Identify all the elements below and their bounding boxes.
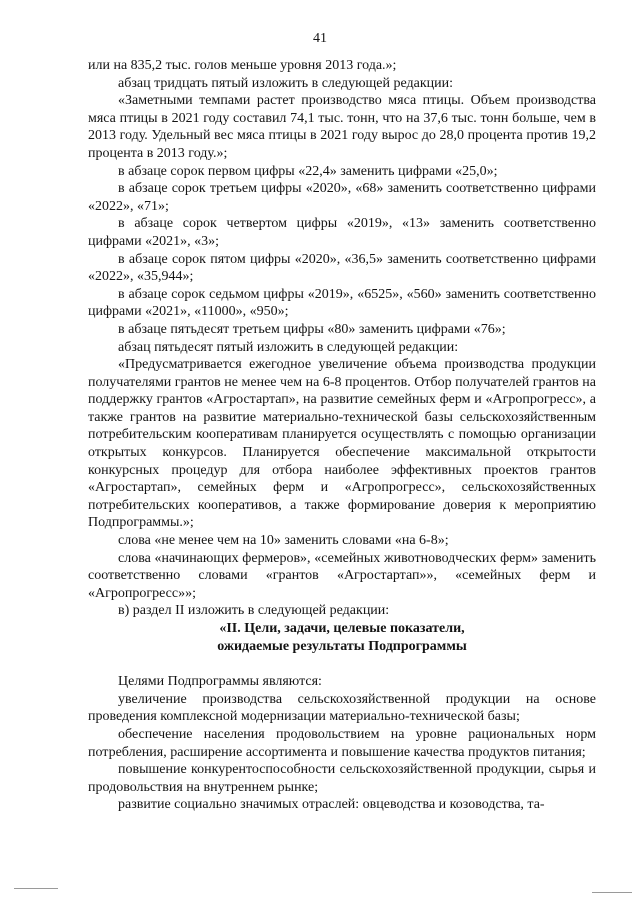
page-number: 41 [313, 31, 327, 46]
paragraph-amendment-55: абзац пятьдесят пятый изложить в следующей редакции: [118, 339, 459, 355]
goal-item: обеспечение населения продовольствием на уровне рациональных норм потребления, расширение ассортимента и повышение качества продуктов питания; [88, 726, 596, 760]
goal-item: развитие социально значимых отраслей: овцеводства и козоводства, та- [118, 797, 545, 813]
section-heading-line-1: «II. Цели, задачи, целевые показатели, [219, 621, 465, 636]
paragraph-amendment-43: в абзаце сорок третьем цифры «2020», «68» заменить соответственно цифрами «2022», «71»; [88, 181, 596, 214]
document-body [88, 57, 596, 814]
paragraph-amendment-35: абзац тридцать пятый изложить в следующей редакции: [118, 75, 454, 91]
section-heading-line-2: ожидаемые результаты Подпрограммы [217, 638, 467, 654]
paragraph-amendment-44: в абзаце сорок четвертом цифры «2019», «13» заменить соответственно цифрами «2021», «3»; [88, 216, 596, 249]
scan-artifact-right [592, 892, 632, 893]
paragraph-amendment-47: в абзаце сорок седьмом цифры «2019», «6525», «560» заменить соответственно цифрами «2021», «11000», «950»; [88, 286, 596, 320]
paragraph-poultry-quote: «Заметными темпами растет производство мяса птицы. Объем производства мяса птицы в 2021 году составил 74,1 тыс. тонн, что на 37,6 тыс. тонн больше, чем в 2013 году. Удельный вес мяса птицы в 2021 году вырос до 28,0 процента против 19,2 процента в 2013 году.»; [88, 93, 596, 161]
paragraph-words-replace-1: слова «не менее чем на 10» заменить словами «на 6-8»; [118, 533, 449, 549]
paragraph-grants-quote: «Предусматривается ежегодное увеличение объема производства продукции получателями грантов не менее чем на 6-8 процентов. Отбор получателей грантов на поддержку грантов «Агростартап», на развитие семейных ферм и «Агропрогресс», а также грантов на развитие материально-технической базы сельскохозяйственным потребительским кооперативам планируется осуществлять с помощью организации открытых конкурсов. Планируется обеспечение максимальной открытости конкурсных процедур для отбора наиболее эффективных проектов грантов «Агростартап», семейных ферм и «Агропрогресс», сельскохозяйственных потребительских кооперативов, а также формирование доверия к мероприятию Подпрограммы.»; [88, 357, 596, 531]
paragraph-amendment-53: в абзаце пятьдесят третьем цифры «80» заменить цифрами «76»; [118, 321, 506, 337]
goal-item: повышение конкурентоспособности сельскохозяйственной продукции, сырья и продовольствия на внутреннем рынке; [88, 762, 596, 795]
spacer [88, 655, 596, 673]
goal-item: увеличение производства сельскохозяйственной продукции на основе проведения комплексной модернизации материально-технической базы; [88, 691, 596, 725]
paragraph-amendment-41: в абзаце сорок первом цифры «22,4» заменить цифрами «25,0»; [118, 163, 498, 179]
goals-intro: Целями Подпрограммы являются: [118, 674, 322, 690]
paragraph-amendment-45: в абзаце сорок пятом цифры «2020», «36,5» заменить соответственно цифрами «2022», «35,944»; [88, 251, 596, 285]
paragraph-words-replace-2: слова «начинающих фермеров», «семейных животноводческих ферм» заменить соответственно словами «грантов «Агростартап»», «семейных ферм и «Агропрогресс»»; [88, 550, 596, 601]
paragraph-continuation: или на 835,2 тыс. голов меньше уровня 2013 года.»; [88, 58, 397, 73]
paragraph-section-2-intro: в) раздел II изложить в следующей редакции: [118, 603, 390, 619]
scan-artifact-left [14, 888, 58, 889]
